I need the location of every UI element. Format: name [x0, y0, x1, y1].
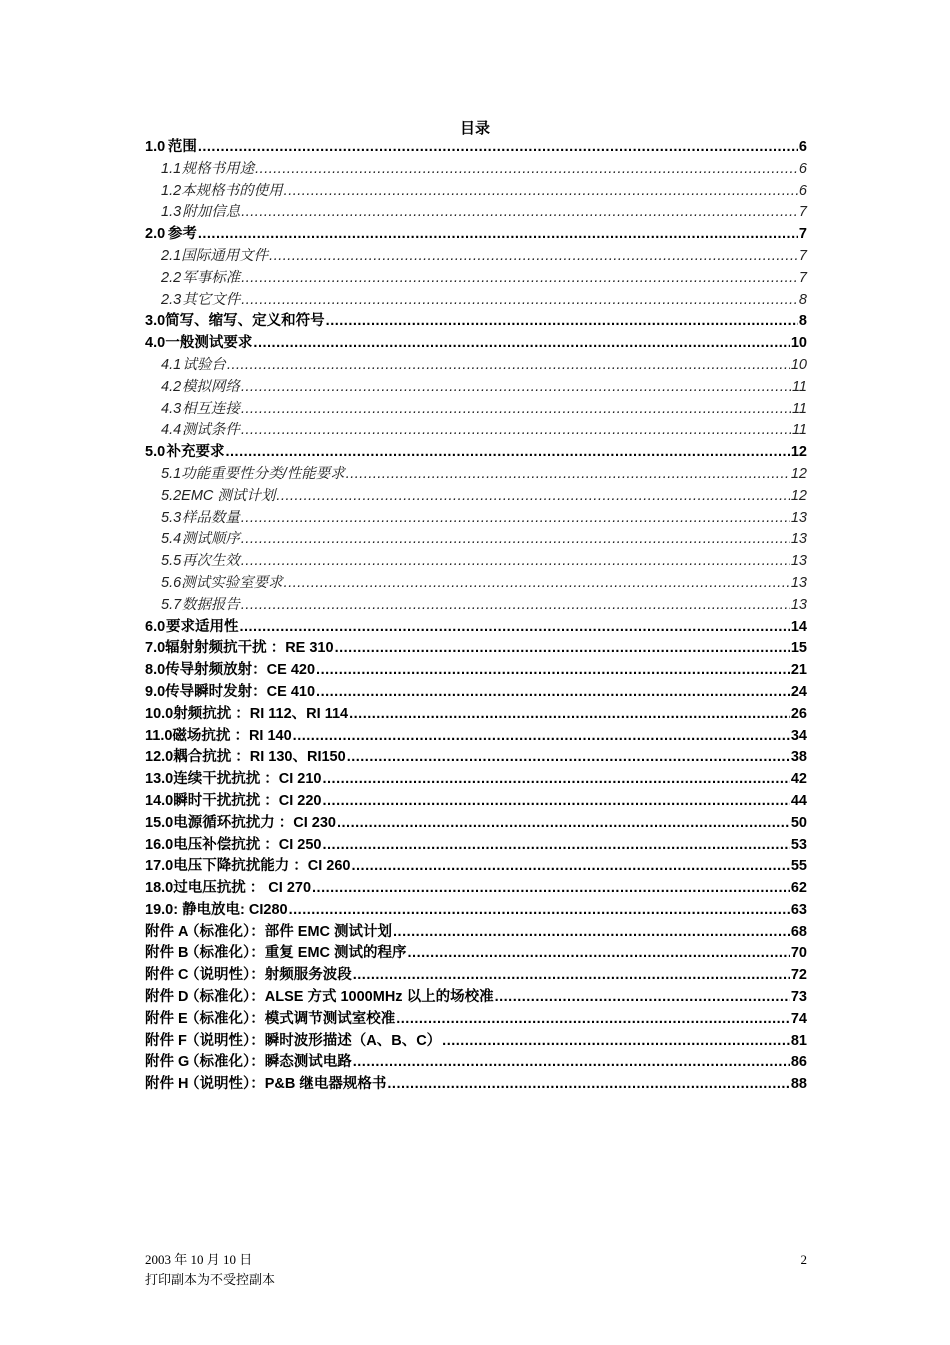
toc-dot-leader	[289, 900, 790, 922]
toc-dot-leader	[353, 965, 790, 987]
toc-entry-number: 2.0	[145, 226, 166, 243]
toc-entry-title: 简写、缩写、定义和符号	[165, 313, 325, 330]
toc-dot-leader	[269, 246, 798, 268]
toc-entry[interactable]	[145, 726, 807, 748]
footer-date: 2003 年 10 月 10 日	[145, 1252, 253, 1267]
toc-entry-number: 4.1	[161, 356, 182, 373]
toc-entry-number: 2.2	[161, 269, 182, 286]
toc-dot-leader	[253, 333, 789, 355]
toc-entry-number: 附件 A	[145, 923, 189, 940]
toc-entry-title: 国际通用文件	[181, 247, 269, 264]
toc-entry-page: 13	[790, 574, 807, 591]
toc-dot-leader	[387, 1074, 789, 1096]
toc-entry-number: 3.0	[145, 313, 166, 330]
toc-entry-page: 12	[790, 444, 807, 461]
toc-entry-title: 辐射射频抗干扰 ：RE 310	[165, 640, 334, 657]
toc-dot-leader	[316, 682, 790, 704]
toc-dot-leader	[241, 508, 790, 530]
toc-dot-leader	[284, 181, 798, 203]
toc-entry-title: EMC 测试计划	[181, 487, 276, 504]
toc-entry-page: 7	[798, 247, 807, 264]
toc-entry-title: 试验台	[182, 356, 226, 373]
toc-entry-number: 1.1	[161, 160, 182, 177]
toc-entry[interactable]	[145, 1052, 807, 1074]
toc-dot-leader	[198, 137, 798, 159]
toc-entry-page: 74	[790, 1010, 807, 1027]
toc-entry-page: 34	[790, 727, 807, 744]
toc-subentry[interactable]	[145, 202, 807, 224]
toc-dot-leader	[408, 943, 790, 965]
toc-entry[interactable]	[145, 769, 807, 791]
toc-dot-leader	[293, 726, 790, 748]
toc-entry-number: 16.0	[145, 836, 174, 853]
toc-subentry[interactable]	[145, 529, 807, 551]
toc-subentry[interactable]	[145, 159, 807, 181]
toc-entry-page: 24	[790, 683, 807, 700]
toc-entry-page: 12	[790, 487, 807, 504]
toc-entry[interactable]	[145, 900, 807, 922]
toc-dot-leader	[239, 617, 789, 639]
toc-entry-title: 过电压抗扰 ： CI 270	[173, 880, 312, 897]
toc-subentry[interactable]	[145, 290, 807, 312]
toc-entry-page: 11	[791, 422, 807, 439]
toc-entry-page: 13	[790, 596, 807, 613]
toc-entry[interactable]	[145, 638, 807, 660]
toc-entry-page: 42	[790, 771, 807, 788]
toc-entry-number: 5.4	[161, 531, 182, 548]
toc-entry-number: 18.0	[145, 880, 174, 897]
toc-entry-page: 12	[790, 465, 807, 482]
toc-entry-title: （标准化）：ALSE 方式 1000MHz 以上的场校准	[185, 989, 494, 1006]
toc-entry-page: 70	[790, 945, 807, 962]
toc-dot-leader	[442, 1031, 790, 1053]
toc-entry[interactable]	[145, 333, 807, 355]
toc-entry-title: （标准化）：部件 EMC 测试计划	[185, 923, 393, 940]
toc-entry-page: 13	[790, 531, 807, 548]
toc-entry-title: 连续干扰抗扰 ：CI 210	[173, 771, 322, 788]
toc-entry-page: 11	[791, 400, 807, 417]
toc-subentry[interactable]	[145, 508, 807, 530]
toc-dot-leader	[349, 704, 790, 726]
toc-subentry[interactable]	[145, 420, 807, 442]
toc-dot-leader	[241, 595, 790, 617]
toc-entry-number: 附件 B	[145, 945, 189, 962]
toc-dot-leader	[241, 290, 798, 312]
toc-entry[interactable]	[145, 1074, 807, 1096]
toc-entry-number: 15.0	[145, 814, 174, 831]
toc-entry-number: 12.0	[145, 749, 174, 766]
toc-entry-number: 17.0	[145, 858, 174, 875]
toc-entry-title: 静电放电: CI280	[182, 901, 288, 918]
toc-entry-title: 本规格书的使用	[181, 182, 283, 199]
toc-dot-leader	[276, 486, 789, 508]
toc-entry-number: 1.2	[161, 182, 182, 199]
toc-entry-number: 附件 D	[145, 989, 189, 1006]
toc-entry-title: 电压下降抗扰能力 ：CI 260	[173, 858, 351, 875]
toc-entry[interactable]	[145, 922, 807, 944]
toc-dot-leader	[227, 355, 790, 377]
toc-entry[interactable]	[145, 878, 807, 900]
toc-entry-title: 要求适用性	[165, 618, 239, 635]
toc-entry-page: 10	[790, 335, 807, 352]
toc-dot-leader	[312, 878, 790, 900]
toc-subentry[interactable]	[145, 551, 807, 573]
toc-entry-page: 55	[790, 858, 807, 875]
toc-dot-leader	[335, 638, 790, 660]
toc-entry-number: 4.2	[161, 378, 182, 395]
toc-entry-page: 14	[790, 618, 807, 635]
toc-dot-leader	[326, 311, 798, 333]
toc-entry-page: 81	[790, 1032, 807, 1049]
toc-entry-page: 26	[790, 705, 807, 722]
toc-entry-page: 86	[790, 1054, 807, 1071]
toc-entry-number: 19.0:	[145, 901, 179, 918]
toc-entry-page: 44	[790, 792, 807, 809]
toc-entry-title: 功能重要性分类/性能要求	[181, 465, 345, 482]
toc-entry[interactable]	[145, 1031, 807, 1053]
toc-entry-page: 21	[790, 662, 807, 679]
toc-entry-number: 13.0	[145, 771, 174, 788]
toc-entry-number: 2.1	[161, 247, 182, 264]
toc-entry-number: 附件 H	[145, 1076, 189, 1093]
toc-entry-number: 4.0	[145, 335, 166, 352]
toc-entry-number: 5.1	[161, 465, 182, 482]
toc-entry-number: 4.4	[161, 422, 182, 439]
toc-entry-number: 5.3	[161, 509, 182, 526]
toc-entry-number: 附件 G	[145, 1054, 190, 1071]
toc-entry-page: 7	[798, 226, 807, 243]
toc-entry-number: 2.3	[161, 291, 182, 308]
toc-entry[interactable]	[145, 965, 807, 987]
toc-entry-number: 10.0	[145, 705, 174, 722]
toc-entry-page: 13	[790, 509, 807, 526]
toc-dot-leader	[322, 791, 789, 813]
toc-entry[interactable]	[145, 987, 807, 1009]
toc-entry-number: 6.0	[145, 618, 166, 635]
toc-entry-page: 6	[798, 139, 807, 155]
toc-subentry[interactable]	[145, 464, 807, 486]
toc-entry[interactable]	[145, 704, 807, 726]
toc-entry-page: 8	[798, 313, 807, 330]
toc-entry-number: 5.7	[161, 596, 182, 613]
toc-entry-title: 耦合抗扰 ：RI 130、RI150	[173, 749, 346, 766]
toc-entry-page: 62	[790, 880, 807, 897]
toc-entry[interactable]	[145, 835, 807, 857]
toc-entry[interactable]	[145, 1009, 807, 1031]
page-title: 目录	[459, 120, 490, 137]
toc-entry-page: 13	[790, 553, 807, 570]
toc-entry-title: 磁场抗扰 ：RI 140	[172, 727, 292, 744]
toc-dot-leader	[241, 202, 798, 224]
toc-dot-leader	[393, 922, 790, 944]
page-footer	[145, 1250, 807, 1290]
toc-dot-leader	[241, 420, 791, 442]
toc-dot-leader	[284, 573, 790, 595]
toc-dot-leader	[322, 769, 789, 791]
toc-dot-leader	[255, 159, 798, 181]
toc-subentry[interactable]	[145, 573, 807, 595]
toc-entry-number: 附件 E	[145, 1010, 188, 1027]
toc-entry-page: 53	[790, 836, 807, 853]
toc-subentry[interactable]	[145, 595, 807, 617]
toc-entry-title: 测试实验室要求	[181, 574, 283, 591]
toc-subentry[interactable]	[145, 355, 807, 377]
toc-entry-title: 测试顺序	[181, 531, 240, 548]
toc-entry-title: 补充要求	[166, 444, 225, 461]
toc-subentry[interactable]	[145, 399, 807, 421]
toc-dot-leader	[241, 551, 790, 573]
toc-entry-number: 5.0	[145, 444, 166, 461]
toc-dot-leader	[337, 813, 790, 835]
toc-entry-title: 参考	[167, 226, 197, 243]
toc-entry-title: 军事标准	[182, 269, 241, 286]
toc-dot-leader	[241, 268, 798, 290]
toc-entry-page: 6	[798, 160, 807, 177]
toc-entry[interactable]	[145, 856, 807, 878]
toc-entry-page: 68	[790, 923, 807, 940]
toc-subentry[interactable]	[145, 486, 807, 508]
toc-entry-title: 再次生效	[181, 553, 240, 570]
toc-entry[interactable]	[145, 224, 807, 246]
footer-note: 打印副本为不受控副本	[145, 1272, 276, 1287]
toc-dot-leader	[346, 464, 790, 486]
toc-entry-number: 8.0	[145, 662, 166, 679]
toc-subentry[interactable]	[145, 246, 807, 268]
toc-dot-leader	[316, 660, 790, 682]
toc-entry[interactable]	[145, 791, 807, 813]
toc-entry-title: 其它文件	[182, 291, 241, 308]
toc-entry-title: （说明性）：射频服务波段	[185, 967, 352, 984]
toc-dot-leader	[396, 1009, 790, 1031]
toc-entry-number: 5.2	[161, 487, 182, 504]
toc-entry-number: 1.0	[145, 139, 166, 155]
toc-entry-number: 附件 C	[145, 967, 189, 984]
toc-entry-number: 5.5	[161, 553, 182, 570]
toc-entry[interactable]	[145, 660, 807, 682]
toc-entry[interactable]	[145, 943, 807, 965]
toc-entry-number: 附件 F	[145, 1032, 187, 1049]
toc-entry-title: 样品数量	[181, 509, 240, 526]
toc-entry-title: 范围	[167, 139, 197, 155]
toc-entry-page: 6	[798, 182, 807, 199]
toc-entry-title: 瞬时干扰抗扰 ：CI 220	[173, 792, 322, 809]
toc-dot-leader	[347, 747, 790, 769]
toc-dot-leader	[225, 442, 789, 464]
toc-entry-title: （标准化）：模式调节测试室校准	[185, 1010, 396, 1027]
toc-entry-page: 72	[790, 967, 807, 984]
toc-dot-leader	[322, 835, 789, 857]
page-number: 2	[800, 1252, 807, 1267]
toc-subentry[interactable]	[145, 377, 807, 399]
toc-entry[interactable]	[145, 682, 807, 704]
toc-entry-page: 88	[790, 1076, 807, 1093]
toc-entry-page: 38	[790, 749, 807, 766]
toc-dot-leader	[241, 529, 790, 551]
toc-entry-title: （说明性）：P&B 继电器规格书	[185, 1076, 387, 1093]
toc-subentry[interactable]	[145, 268, 807, 290]
toc-entry-page: 7	[798, 269, 807, 286]
toc-entry-number: 9.0	[145, 683, 166, 700]
toc-entry-title: 相互连接	[181, 400, 240, 417]
toc-entry-title: 数据报告	[181, 596, 240, 613]
toc-entry-number: 1.3	[161, 204, 182, 221]
toc-subentry[interactable]	[145, 181, 807, 203]
toc-entry-title: （标准化）：重复 EMC 测试的程序	[185, 945, 407, 962]
toc-dot-leader	[351, 856, 789, 878]
toc-entry-title: 附加信息	[182, 204, 241, 221]
toc-entry[interactable]	[145, 813, 807, 835]
toc-dot-leader	[495, 987, 790, 1009]
toc-entry-title: 一般测试要求	[165, 335, 253, 352]
toc-entry-title: 电源循环抗扰力 ：CI 230	[173, 814, 336, 831]
toc-entry[interactable]	[145, 137, 807, 159]
toc-entry-title: 传导射频放射：CE 420	[165, 662, 316, 679]
toc-entry-number: 11.0	[145, 727, 173, 744]
toc-entry-title: （标准化）：瞬态测试电路	[185, 1054, 352, 1071]
toc-dot-leader	[353, 1052, 790, 1074]
toc-dot-leader	[241, 377, 791, 399]
toc-entry-title: 电压补偿抗扰 ：CI 250	[173, 836, 322, 853]
toc-entry-number: 5.6	[161, 574, 182, 591]
toc-entry-page: 11	[791, 378, 807, 395]
toc-entry-page: 73	[790, 989, 807, 1006]
toc-entry-page: 7	[798, 204, 807, 221]
toc-entry-page: 15	[790, 640, 807, 657]
toc-entry-page: 63	[790, 901, 807, 918]
toc-dot-leader	[198, 224, 798, 246]
toc-entry-title: 模拟网络	[181, 378, 240, 395]
toc-entry-page: 8	[798, 291, 807, 308]
toc-entry-page: 10	[790, 356, 807, 373]
toc-entry[interactable]	[145, 747, 807, 769]
toc-entry-title: 规格书用途	[181, 160, 255, 177]
toc-entry[interactable]	[145, 442, 807, 464]
toc-entry-number: 4.3	[161, 400, 182, 417]
toc-entry[interactable]	[145, 311, 807, 333]
toc-entry-number: 14.0	[145, 792, 174, 809]
toc-entry-title: 测试条件	[181, 422, 240, 439]
toc-dot-leader	[241, 399, 791, 421]
toc-entry-title: 射频抗扰 ：RI 112、RI 114	[173, 705, 349, 722]
toc-entry-title: （说明性）：瞬时波形描述（A、B、C）	[185, 1032, 442, 1049]
table-of-contents	[145, 137, 807, 1096]
toc-entry-title: 传导瞬时发射：CE 410	[165, 683, 316, 700]
toc-entry-number: 7.0	[145, 640, 166, 657]
toc-entry-page: 50	[790, 814, 807, 831]
toc-entry[interactable]	[145, 617, 807, 639]
